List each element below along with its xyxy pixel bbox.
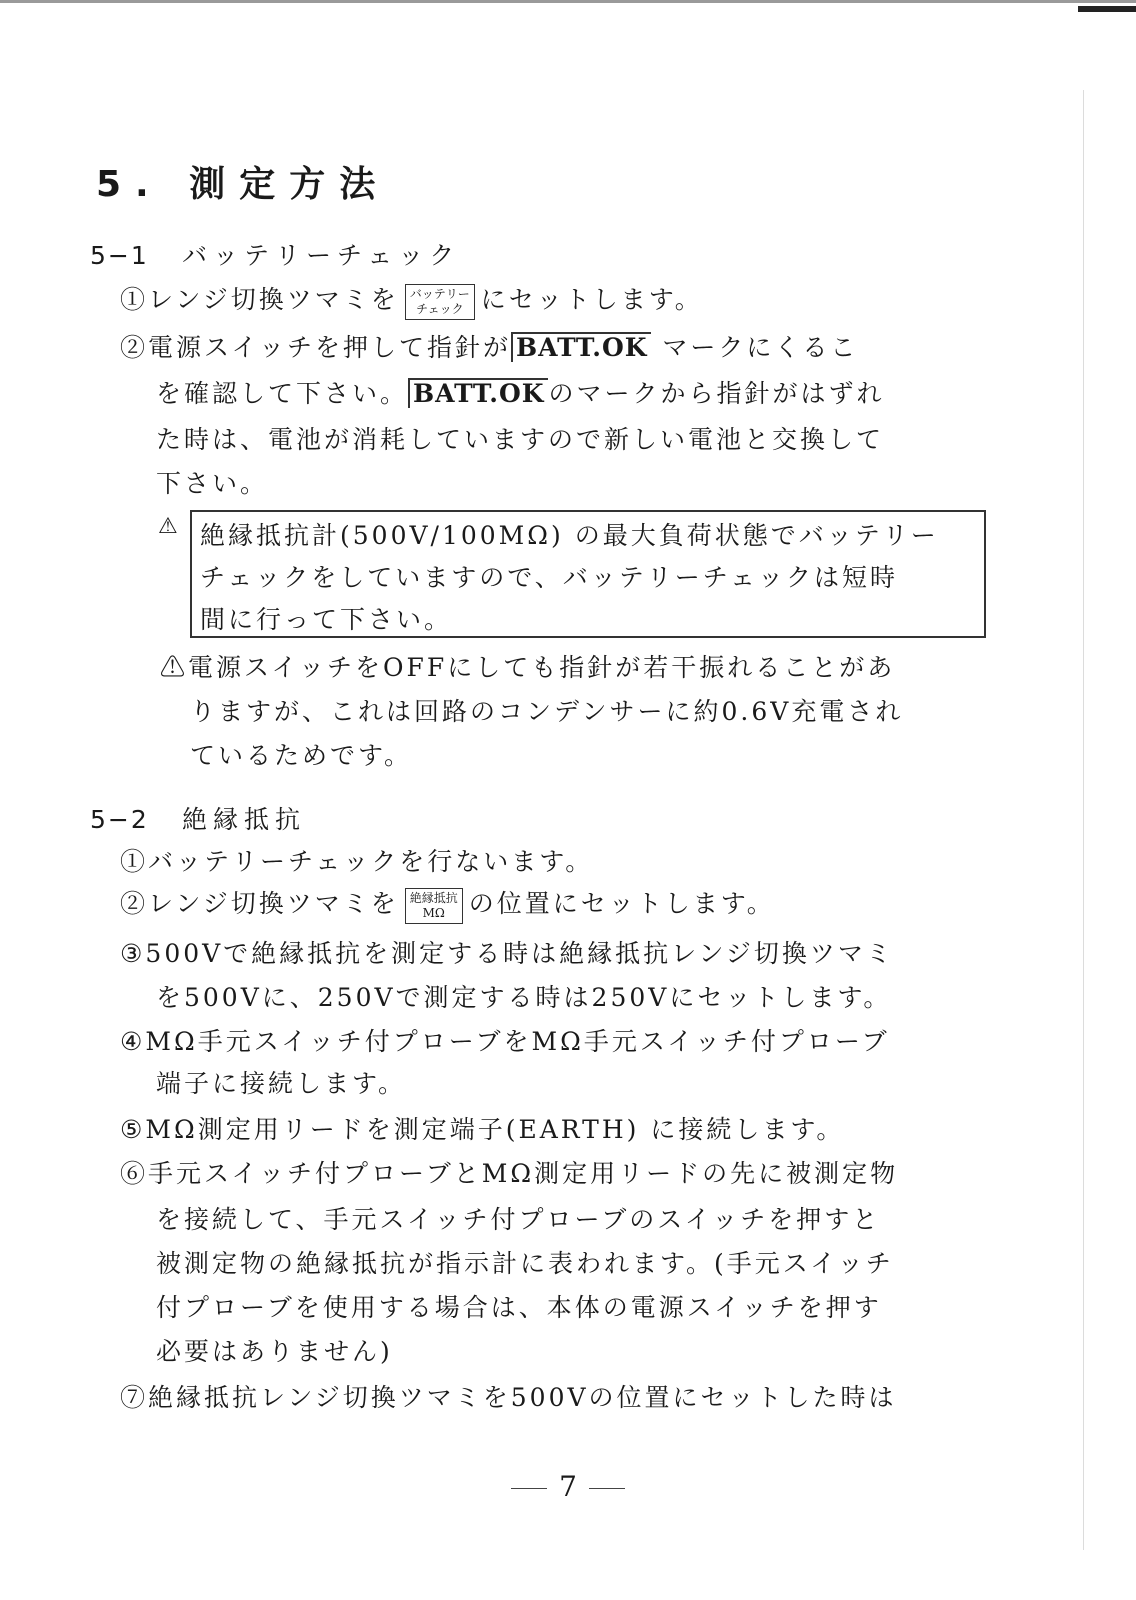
section-5-2-step-6-line-4: 付プローブを使用する場合は、本体の電源スイッチを押す xyxy=(156,1293,882,1322)
section-5-1-note-line-1: ⚠電源スイッチをOFFにしても指針が若干振れることがあ xyxy=(160,653,896,682)
section-5-2-step-5: ⑤MΩ測定用リードを測定端子(EARTH) に接続します。 xyxy=(120,1115,845,1144)
page-number-dash-left xyxy=(511,1488,547,1489)
notice-line-2: チェックをしていますので、バッテリーチェックは短時 xyxy=(200,563,899,592)
section-5-2-step-4-line-2: 端子に接続します。 xyxy=(156,1069,407,1098)
section-5-2-step-6-line-2: を接続して、手元スイッチ付プローブのスイッチを押すと xyxy=(156,1205,881,1234)
batt-ok-mark-2: BATT.OK xyxy=(408,378,548,408)
section-5-2-step-3-line-1: ③500Vで絶縁抵抗を測定する時は絶縁抵抗レンジ切換ツマミ xyxy=(120,939,894,968)
notice-line-3: 間に行って下さい。 xyxy=(200,605,453,634)
batt-ok-mark: BATT.OK xyxy=(511,332,651,362)
warning-icon: ⚠ xyxy=(158,514,178,539)
section-5-1-step-2-line-3: た時は、電池が消耗していますので新しい電池と交換して xyxy=(156,425,885,454)
section-5-2-step-4-line-1: ④MΩ手元スイッチ付プローブをMΩ手元スイッチ付プローブ xyxy=(120,1027,890,1056)
notice-line-1: 絶縁抵抗計(500V/100MΩ) の最大負荷状態でバッテリー xyxy=(200,521,939,550)
section-5-2-step-7-line-1: ⑦絶縁抵抗レンジ切換ツマミを500Vの位置にセットした時は xyxy=(120,1383,897,1412)
section-5-1-step-1: ①レンジ切換ツマミを バッテリー チェック にセットします。 xyxy=(120,280,703,320)
page-number-dash-right xyxy=(589,1488,625,1489)
page-number-value: 7 xyxy=(559,1470,577,1503)
section-5-1-label: バッテリーチェック xyxy=(182,241,461,270)
section-5-2-step-3-line-2: を500Vに、250Vで測定する時は250Vにセットします。 xyxy=(156,983,892,1012)
section-5-2-step-1: ①バッテリーチェックを行ないます。 xyxy=(120,847,594,876)
battery-check-range-label: バッテリー チェック xyxy=(405,284,475,320)
section-5-2-step-2: ②レンジ切換ツマミを 絶縁抵抗 MΩ の位置にセットします。 xyxy=(120,884,775,924)
section-5-1-note-line-3: ているためです。 xyxy=(190,741,413,770)
section-5-2-step-6-line-3: 被測定物の絶縁抵抗が指示計に表われます。(手元スイッチ xyxy=(156,1249,894,1278)
section-5-2-step-6-line-5: 必要はありません) xyxy=(156,1337,393,1366)
section-5-2-number: 5−2 xyxy=(90,805,149,834)
page-number xyxy=(0,1470,1136,1503)
section-5-2-label: 絶縁抵抗 xyxy=(182,805,307,834)
section-5-2-title xyxy=(90,800,306,836)
section-5-1-step-2-line-4: 下さい。 xyxy=(156,469,269,498)
section-5-1-step-2: ②電源スイッチを押して指針が BATT.OK マークにくるこ xyxy=(120,333,859,362)
page-heading: 5. 測定方法 xyxy=(96,164,390,205)
section-5-1-title xyxy=(90,236,460,272)
section-5-1-number: 5−1 xyxy=(90,241,149,270)
section-5-1-step-2-line-2: を確認して下さい。 BATT.OK のマークから指針がはずれ xyxy=(156,379,885,408)
section-5-2-step-6-line-1: ⑥手元スイッチ付プローブとMΩ測定用リードの先に被測定物 xyxy=(120,1159,899,1188)
insulation-resistance-range-label: 絶縁抵抗 MΩ xyxy=(405,888,463,924)
battery-check-notice-box xyxy=(190,510,986,638)
section-5-1-note-line-2: りますが、これは回路のコンデンサーに約0.6V充電され xyxy=(190,697,904,726)
